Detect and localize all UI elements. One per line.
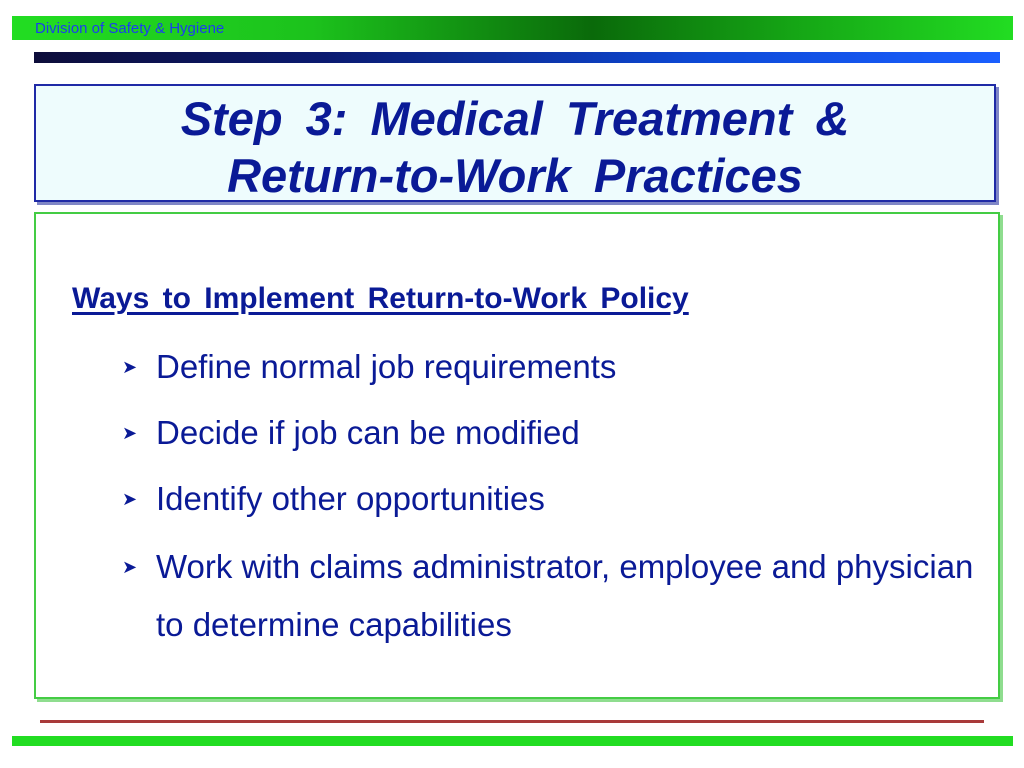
blue-gradient-band	[34, 52, 1000, 63]
bottom-red-rule	[40, 720, 984, 723]
arrowhead-bullet-icon: ➤	[122, 423, 138, 443]
bullet-text: Work with claims administrator, employee and physician to determine capabilities	[156, 548, 974, 643]
bullet-text: Decide if job can be modified	[156, 414, 580, 451]
arrowhead-bullet-icon: ➤	[122, 557, 138, 577]
division-label: Division of Safety & Hygiene	[35, 20, 225, 37]
arrowhead-bullet-icon: ➤	[122, 357, 138, 377]
bullet-text: Define normal job requirements	[156, 348, 617, 385]
bullet-text: Identify other opportunities	[156, 480, 545, 517]
slide-title	[36, 86, 994, 204]
arrowhead-bullet-icon: ➤	[122, 489, 138, 509]
bottom-green-band	[12, 736, 1013, 746]
content-box	[34, 212, 1000, 699]
slide-title-line-1: Step 3: Medical Treatment &	[180, 92, 850, 145]
bullet-item	[122, 470, 982, 528]
section-heading: Ways to Implement Return-to-Work Policy	[72, 282, 689, 315]
slide-title-line-2: Return-to-Work Practices	[227, 149, 803, 202]
bullet-item	[122, 338, 982, 396]
title-box	[34, 84, 996, 202]
bullet-item	[122, 538, 982, 654]
bullet-item	[122, 404, 982, 462]
